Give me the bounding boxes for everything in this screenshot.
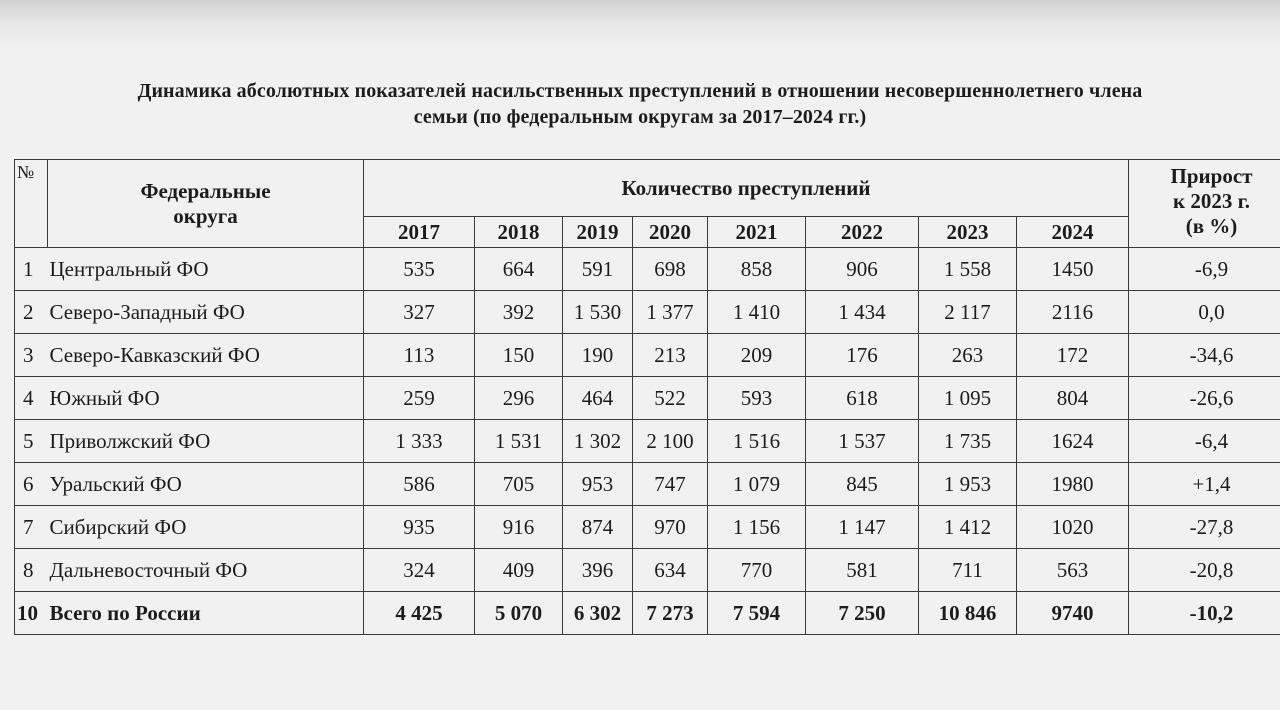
growth-value: -20,8 bbox=[1129, 549, 1280, 592]
year-value: 591 bbox=[563, 248, 633, 291]
year-value: 259 bbox=[364, 377, 475, 420]
header-year: 2022 bbox=[806, 217, 919, 248]
row-number: 10 bbox=[15, 592, 48, 635]
header-number: № bbox=[15, 160, 48, 248]
year-value: 1 953 bbox=[919, 463, 1017, 506]
year-value: 1 147 bbox=[806, 506, 919, 549]
year-value: 1 156 bbox=[708, 506, 806, 549]
year-value: 7 273 bbox=[633, 592, 708, 635]
year-value: 209 bbox=[708, 334, 806, 377]
table-row bbox=[15, 291, 1280, 334]
year-value: 6 302 bbox=[563, 592, 633, 635]
year-value: 113 bbox=[364, 334, 475, 377]
row-number: 5 bbox=[15, 420, 48, 463]
caption-line-1: Динамика абсолютных показателей насильственных преступлений в отношении несовершеннолетнего члена bbox=[137, 80, 1143, 102]
header-growth-line-3: (в %) bbox=[1185, 214, 1238, 238]
year-value: 711 bbox=[919, 549, 1017, 592]
year-value: 2 117 bbox=[919, 291, 1017, 334]
district-name: Дальневосточный ФО bbox=[48, 549, 364, 592]
growth-value: 0,0 bbox=[1129, 291, 1280, 334]
year-value: 1 558 bbox=[919, 248, 1017, 291]
year-value: 1 079 bbox=[708, 463, 806, 506]
header-year: 2020 bbox=[633, 217, 708, 248]
crime-statistics-table bbox=[14, 159, 1280, 635]
year-value: 845 bbox=[806, 463, 919, 506]
year-value: 9740 bbox=[1017, 592, 1129, 635]
growth-value: +1,4 bbox=[1129, 463, 1280, 506]
year-value: 1 377 bbox=[633, 291, 708, 334]
year-value: 916 bbox=[475, 506, 563, 549]
year-value: 618 bbox=[806, 377, 919, 420]
year-value: 586 bbox=[364, 463, 475, 506]
year-value: 263 bbox=[919, 334, 1017, 377]
header-federal-district-line-1: Федеральные bbox=[140, 178, 271, 203]
year-value: 698 bbox=[633, 248, 708, 291]
header-growth-line-1: Прирост bbox=[1170, 164, 1253, 188]
year-value: 172 bbox=[1017, 334, 1129, 377]
growth-value: -34,6 bbox=[1129, 334, 1280, 377]
year-value: 396 bbox=[563, 549, 633, 592]
district-name: Всего по России bbox=[48, 592, 364, 635]
table-row bbox=[15, 506, 1280, 549]
row-number: 7 bbox=[15, 506, 48, 549]
year-value: 563 bbox=[1017, 549, 1129, 592]
table-row bbox=[15, 549, 1280, 592]
table-row bbox=[15, 248, 1280, 291]
row-number: 2 bbox=[15, 291, 48, 334]
year-value: 522 bbox=[633, 377, 708, 420]
growth-value: -6,9 bbox=[1129, 248, 1280, 291]
year-value: 190 bbox=[563, 334, 633, 377]
year-value: 2 100 bbox=[633, 420, 708, 463]
year-value: 324 bbox=[364, 549, 475, 592]
year-value: 213 bbox=[633, 334, 708, 377]
year-value: 5 070 bbox=[475, 592, 563, 635]
growth-value: -6,4 bbox=[1129, 420, 1280, 463]
year-value: 327 bbox=[364, 291, 475, 334]
year-value: 176 bbox=[806, 334, 919, 377]
header-year: 2017 bbox=[364, 217, 475, 248]
year-value: 970 bbox=[633, 506, 708, 549]
year-value: 804 bbox=[1017, 377, 1129, 420]
year-value: 1 530 bbox=[563, 291, 633, 334]
header-year: 2019 bbox=[563, 217, 633, 248]
year-value: 747 bbox=[633, 463, 708, 506]
header-growth-line-2: к 2023 г. bbox=[1173, 189, 1251, 213]
row-number: 1 bbox=[15, 248, 48, 291]
year-value: 1 516 bbox=[708, 420, 806, 463]
row-number: 8 bbox=[15, 549, 48, 592]
year-value: 1 412 bbox=[919, 506, 1017, 549]
year-value: 1 735 bbox=[919, 420, 1017, 463]
year-value: 953 bbox=[563, 463, 633, 506]
year-value: 858 bbox=[708, 248, 806, 291]
year-value: 150 bbox=[475, 334, 563, 377]
year-value: 1624 bbox=[1017, 420, 1129, 463]
year-value: 906 bbox=[806, 248, 919, 291]
row-number: 3 bbox=[15, 334, 48, 377]
year-value: 664 bbox=[475, 248, 563, 291]
table-row bbox=[15, 420, 1280, 463]
district-name: Центральный ФО bbox=[48, 248, 364, 291]
year-value: 705 bbox=[475, 463, 563, 506]
growth-value: -27,8 bbox=[1129, 506, 1280, 549]
table-body bbox=[15, 248, 1280, 635]
header-year: 2024 bbox=[1017, 217, 1129, 248]
table-row bbox=[15, 377, 1280, 420]
district-name: Южный ФО bbox=[48, 377, 364, 420]
year-value: 770 bbox=[708, 549, 806, 592]
year-value: 7 594 bbox=[708, 592, 806, 635]
district-name: Северо-Западный ФО bbox=[48, 291, 364, 334]
year-value: 296 bbox=[475, 377, 563, 420]
year-value: 581 bbox=[806, 549, 919, 592]
growth-value: -26,6 bbox=[1129, 377, 1280, 420]
year-value: 634 bbox=[633, 549, 708, 592]
year-value: 1 537 bbox=[806, 420, 919, 463]
year-value: 1 095 bbox=[919, 377, 1017, 420]
year-value: 1 531 bbox=[475, 420, 563, 463]
year-value: 1980 bbox=[1017, 463, 1129, 506]
year-value: 4 425 bbox=[364, 592, 475, 635]
year-value: 1 434 bbox=[806, 291, 919, 334]
table-caption bbox=[20, 78, 1260, 130]
year-value: 1450 bbox=[1017, 248, 1129, 291]
year-value: 535 bbox=[364, 248, 475, 291]
header-year: 2021 bbox=[708, 217, 806, 248]
year-value: 1 302 bbox=[563, 420, 633, 463]
header-federal-district bbox=[48, 160, 364, 248]
year-value: 935 bbox=[364, 506, 475, 549]
header-year: 2023 bbox=[919, 217, 1017, 248]
district-name: Приволжский ФО bbox=[48, 420, 364, 463]
year-value: 464 bbox=[563, 377, 633, 420]
district-name: Сибирский ФО bbox=[48, 506, 364, 549]
year-value: 874 bbox=[563, 506, 633, 549]
year-value: 7 250 bbox=[806, 592, 919, 635]
row-number: 6 bbox=[15, 463, 48, 506]
year-value: 593 bbox=[708, 377, 806, 420]
year-value: 1 333 bbox=[364, 420, 475, 463]
year-value: 10 846 bbox=[919, 592, 1017, 635]
row-number: 4 bbox=[15, 377, 48, 420]
table-row bbox=[15, 463, 1280, 506]
year-value: 409 bbox=[475, 549, 563, 592]
district-name: Северо-Кавказский ФО bbox=[48, 334, 364, 377]
growth-value: -10,2 bbox=[1129, 592, 1280, 635]
header-crime-count: Количество преступлений bbox=[364, 160, 1129, 217]
header-growth bbox=[1129, 160, 1280, 248]
caption-line-2: семьи (по федеральным округам за 2017–2024 гг.) bbox=[413, 106, 867, 128]
year-value: 2116 bbox=[1017, 291, 1129, 334]
total-row bbox=[15, 592, 1280, 635]
table-row bbox=[15, 334, 1280, 377]
header-year: 2018 bbox=[475, 217, 563, 248]
year-value: 1020 bbox=[1017, 506, 1129, 549]
district-name: Уральский ФО bbox=[48, 463, 364, 506]
year-value: 392 bbox=[475, 291, 563, 334]
header-federal-district-line-2: округа bbox=[173, 203, 238, 228]
year-value: 1 410 bbox=[708, 291, 806, 334]
